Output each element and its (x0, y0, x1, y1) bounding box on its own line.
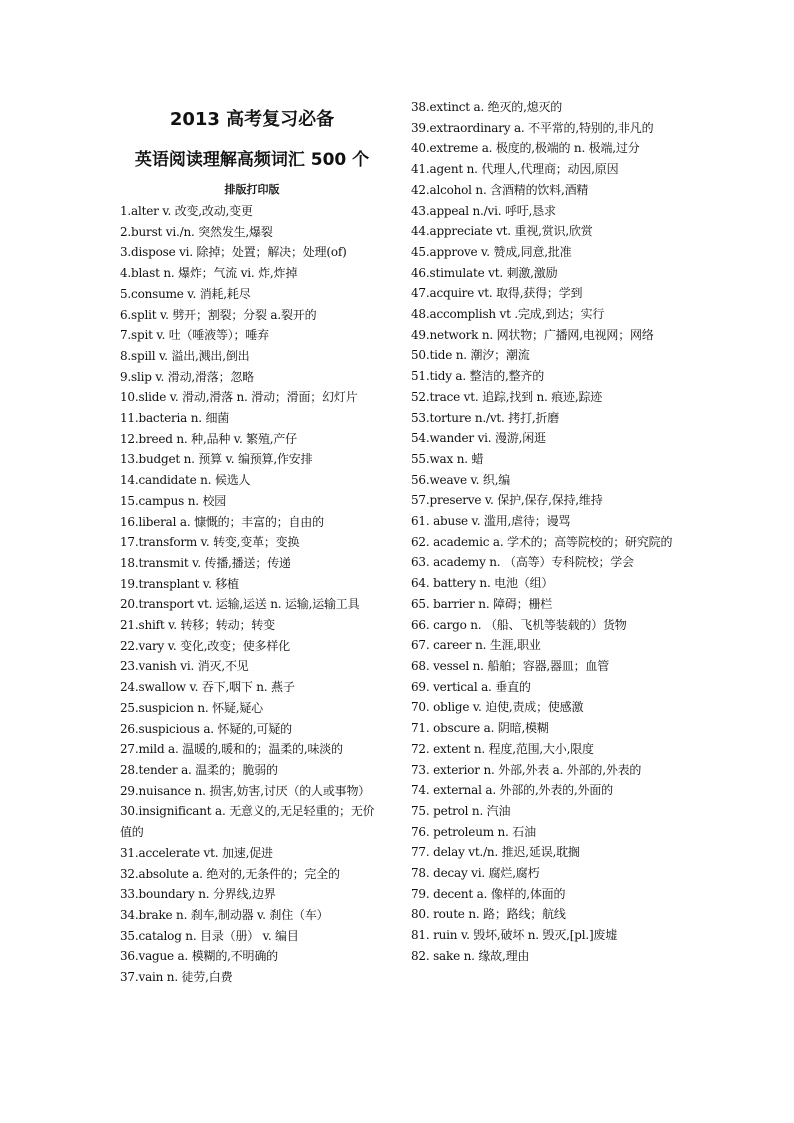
vocabulary-entry: 23.vanish vi. 消灭,不见 (120, 659, 249, 674)
vocabulary-entry: 19.transplant v. 移植 (120, 576, 239, 591)
vocabulary-entry: 81. ruin v. 毁坏,破坏 n. 毁灭,[pl.]废墟 (411, 928, 618, 943)
vocabulary-entry: 33.boundary n. 分界线,边界 (120, 887, 276, 902)
vocabulary-entry: 51.tidy a. 整洁的,整齐的 (411, 369, 545, 384)
vocabulary-entry: 32.absolute a. 绝对的,无条件的；完全的 (120, 866, 340, 881)
vocabulary-entry: 4.blast n. 爆炸；气流 vi. 炸,炸掉 (120, 266, 298, 281)
vocabulary-entry: 12.breed n. 种,品种 v. 繁殖,产仔 (120, 431, 297, 446)
vocabulary-entry: 79. decent a. 像样的,体面的 (411, 886, 566, 901)
vocabulary-entry: 72. extent n. 程度,范围,大小,限度 (411, 741, 594, 756)
vocabulary-entry: 74. external a. 外部的,外表的,外面的 (411, 783, 613, 798)
vocabulary-entry: 44.appreciate vt. 重视,赏识,欣赏 (411, 224, 593, 239)
vocabulary-entry: 31.accelerate vt. 加速,促进 (120, 845, 273, 860)
vocabulary-entry: 54.wander vi. 漫游,闲逛 (411, 431, 546, 446)
vocabulary-entry: 1.alter v. 改变,改动,变更 (120, 204, 253, 218)
vocabulary-entry: 65. barrier n. 障碍；栅栏 (411, 596, 553, 611)
vocabulary-entry: 22.vary v. 变化,改变；使多样化 (120, 638, 290, 653)
vocabulary-entry: 41.agent n. 代理人,代理商；动因,原因 (411, 162, 619, 177)
vocabulary-entry: 9.slip v. 滑动,滑落；忽略 (120, 369, 254, 384)
vocabulary-entry: 66. cargo n. （船、飞机等装载的）货物 (411, 617, 627, 632)
vocabulary-entry: 14.candidate n. 候选人 (120, 473, 251, 488)
vocabulary-entry: 28.tender a. 温柔的；脆弱的 (120, 762, 278, 777)
vocabulary-entry: 39.extraordinary a. 不平常的,特别的,非凡的 (411, 120, 654, 135)
vocabulary-entry: 18.transmit v. 传播,播送；传递 (120, 555, 291, 570)
vocabulary-entry: 10.slide v. 滑动,滑落 n. 滑动；滑面；幻灯片 (120, 390, 358, 405)
vocabulary-entry: 30.insignificant a. 无意义的,无足轻重的；无价值的 (120, 804, 375, 840)
vocabulary-entry: 15.campus n. 校园 (120, 493, 227, 508)
vocabulary-entry: 35.catalog n. 目录（册） v. 编目 (120, 928, 299, 943)
vocabulary-entry: 52.trace vt. 追踪,找到 n. 痕迹,踪迹 (411, 389, 603, 404)
vocabulary-entry: 38.extinct a. 绝灭的,熄灭的 (411, 100, 563, 114)
vocabulary-list-right (411, 97, 677, 967)
vocabulary-entry: 13.budget n. 预算 v. 编预算,作安排 (120, 452, 313, 467)
vocabulary-entry: 56.weave v. 织,编 (411, 472, 511, 487)
vocabulary-entry: 71. obscure a. 阴暗,模糊 (411, 721, 549, 736)
vocabulary-entry: 76. petroleum n. 石油 (411, 824, 536, 839)
vocabulary-entry: 6.split v. 劈开；割裂；分裂 a.裂开的 (120, 307, 317, 322)
vocabulary-entry: 63. academy n. （高等）专科院校；学会 (411, 555, 634, 570)
vocabulary-entry: 11.bacteria n. 细菌 (120, 411, 230, 426)
vocabulary-entry: 27.mild a. 温暖的,暖和的；温柔的,味淡的 (120, 742, 343, 757)
vocabulary-entry: 67. career n. 生涯,职业 (411, 638, 541, 653)
vocabulary-list-left (120, 201, 386, 988)
vocabulary-entry: 24.swallow v. 吞下,咽下 n. 燕子 (120, 680, 295, 695)
vocabulary-entry: 43.appeal n./vi. 呼吁,恳求 (411, 203, 556, 218)
vocabulary-entry: 64. battery n. 电池（组） (411, 576, 554, 591)
vocabulary-entry: 50.tide n. 潮汐；潮流 (411, 348, 530, 363)
vocabulary-entry: 2.burst vi./n. 突然发生,爆裂 (120, 224, 273, 239)
vocabulary-entry: 69. vertical a. 垂直的 (411, 679, 531, 694)
vocabulary-entry: 45.approve v. 赞成,同意,批准 (411, 244, 572, 259)
vocabulary-entry: 26.suspicious a. 怀疑的,可疑的 (120, 721, 292, 736)
vocabulary-entry: 25.suspicion n. 怀疑,疑心 (120, 700, 263, 715)
vocabulary-entry: 46.stimulate vt. 刺激,激励 (411, 265, 558, 280)
vocabulary-entry: 73. exterior n. 外部,外表 a. 外部的,外表的 (411, 762, 642, 777)
vocabulary-entry: 7.spit v. 吐（唾液等）；唾弃 (120, 328, 269, 343)
vocabulary-entry: 49.network n. 网状物；广播网,电视网；网络 (411, 327, 654, 342)
vocabulary-entry: 8.spill v. 溢出,溅出,倒出 (120, 348, 250, 363)
vocabulary-entry: 55.wax n. 蜡 (411, 451, 484, 466)
vocabulary-entry: 57.preserve v. 保护,保存,保持,维持 (411, 493, 603, 508)
vocabulary-entry: 80. route n. 路；路线；航线 (411, 907, 566, 922)
vocabulary-entry: 47.acquire vt. 取得,获得；学到 (411, 286, 583, 301)
vocabulary-entry: 21.shift v. 转移；转动；转变 (120, 618, 275, 633)
vocabulary-entry: 77. delay vt./n. 推迟,延误,耽搁 (411, 845, 580, 860)
vocabulary-entry: 48.accomplish vt .完成,到达；实行 (411, 307, 605, 322)
vocabulary-entry: 68. vessel n. 船舶；容器,器皿；血管 (411, 658, 610, 673)
vocabulary-entry: 16.liberal a. 慷慨的；丰富的；自由的 (120, 514, 324, 529)
vocabulary-entry: 37.vain n. 徒劳,白费 (120, 970, 233, 985)
vocabulary-entry: 17.transform v. 转变,变革；变换 (120, 535, 300, 550)
vocabulary-entry: 62. academic a. 学术的；高等院校的；研究院的 (411, 534, 673, 549)
vocabulary-entry: 61. abuse v. 滥用,虐待；谩骂 (411, 514, 571, 529)
print-edition-note: 排版打印版 (224, 183, 280, 196)
vocabulary-entry: 3.dispose vi. 除掉；处置；解决；处理(of) (120, 245, 347, 260)
vocabulary-entry: 36.vague a. 模糊的,不明确的 (120, 949, 278, 964)
vocabulary-entry: 75. petrol n. 汽油 (411, 803, 511, 818)
vocabulary-entry: 70. oblige v. 迫使,责成；使感激 (411, 700, 584, 715)
vocabulary-entry: 20.transport vt. 运输,运送 n. 运输,运输工具 (120, 597, 360, 612)
vocabulary-entry: 82. sake n. 缘故,理由 (411, 948, 530, 963)
vocabulary-entry: 53.torture n./vt. 拷打,折磨 (411, 410, 560, 425)
vocabulary-entry: 29.nuisance n. 损害,妨害,讨厌（的人或事物） (120, 783, 371, 798)
document-subtitle: 英语阅读理解高频词汇 500 个 (134, 150, 370, 170)
document-title: 2013 高考复习必备 (169, 109, 335, 130)
vocabulary-entry: 40.extreme a. 极度的,极端的 n. 极端,过分 (411, 141, 640, 156)
vocabulary-entry: 5.consume v. 消耗,耗尽 (120, 286, 251, 301)
vocabulary-entry: 42.alcohol n. 含酒精的饮料,酒精 (411, 182, 589, 197)
vocabulary-entry: 34.brake n. 刹车,制动器 v. 刹住（车） (120, 907, 329, 922)
vocabulary-entry: 78. decay vi. 腐烂,腐朽 (411, 866, 540, 881)
